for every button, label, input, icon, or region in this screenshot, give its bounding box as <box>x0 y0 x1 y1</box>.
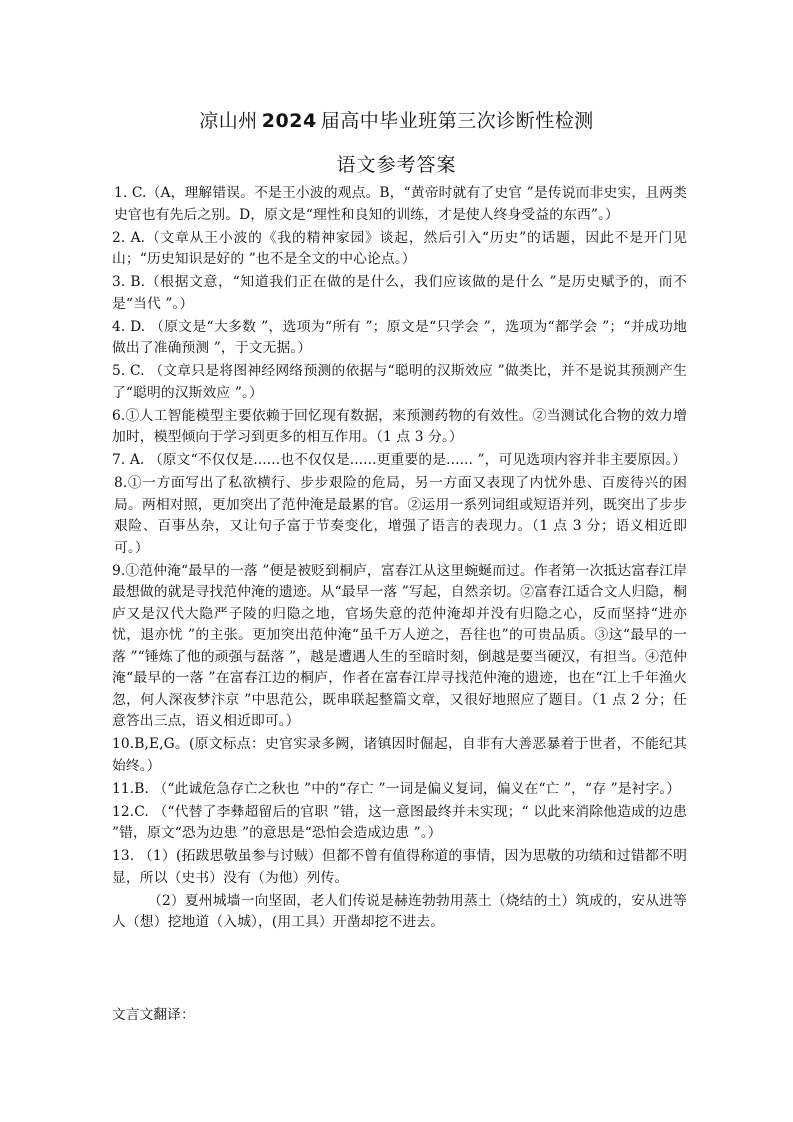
title-prefix: 凉山州 <box>199 110 258 132</box>
answer-8: 8.①一方面写出了私欲横行、步步艰险的危局，另一方面又表现了内忧外患、百废待兴的困局。两相对照，更加突出了范仲淹是最累的官。②运用一系列词组或短语并列，既突出了步步艰险、百事丛杂，又让句子富于节奏变化，增强了语言的表现力。（1 点 3 分；语义相近即可。） <box>114 475 687 556</box>
answer-1: 1. C.（A，理解错误。不是王小波的观点。B，“黄帝时就有了史官 ”是传说而非史实，且两类史官也有先后之别。D，原文是“理性和良知的训练，才是使人终身受益的东西”。） <box>114 185 687 223</box>
document-subtitle: 语文参考答案 <box>336 154 457 176</box>
answer-5: 5. C. （文章只是将图神经网络预测的依据与“聪明的汉斯效应 ”做类比，并不是说其预测产生了“聪明的汉斯效应 ”。） <box>112 363 687 401</box>
answer-3: 3. B.（根据文意，“知道我们正在做的是什么，我们应该做的是什么 ”是历史赋予的，而不是“当代 ”。） <box>112 274 687 312</box>
answer-10: 10.B,E,G。(原文标点：史官实录多阙，诸镇因时倔起，自非有大善恶暴着于世者，不能纪其始终。） <box>112 736 687 774</box>
title-year: 2024 <box>261 110 317 132</box>
answer-13-part-1: 13. （1）(拓跋思敬虽参与讨贼）但都不曾有值得称道的事情，因为思敬的功绩和过错都不明显，所以（史书）没有（为他）列传。 <box>112 848 687 886</box>
translation-label: 文言文翻译： <box>112 1007 195 1023</box>
answer-6: 6.①人工智能模型主要依赖于回忆现有数据，来预测药物的有效性。②当测试化合物的效力增加时，模型倾向于学习到更多的相互作用。（1 点 3 分。） <box>112 407 687 445</box>
document-title <box>0 106 793 133</box>
answer-4: 4. D. （原文是“大多数 ”，选项为“所有 ”；原文是“只学会 ”，选项为“都学会 ”；“并成功地做出了准确预测 ”，于文无据。） <box>112 318 687 356</box>
title-suffix: 届高中毕业班第三次诊断性检测 <box>320 110 594 132</box>
answer-13-part-2: （2）夏州城墙一向坚固，老人们传说是赫连勃勃用蒸土（烧结的土）筑成的，安从进等人（想）挖地道（入城），(用工具）开凿却挖不进去。 <box>112 892 687 930</box>
answer-12: 12.C. （“代替了李彝超留后的官职 ”错，这一意图最终并未实现；“ 以此来消除他造成的边患 ”错，原文“恐为边患 ”的意思是“恐怕会造成边患 ”。） <box>112 803 687 841</box>
answer-list <box>112 183 687 935</box>
answer-9: 9.①范仲淹“最早的一落 ”便是被贬到桐庐，富春江从这里蜿蜒而过。作者第一次抵达富春江岸最想做的就是寻找范仲淹的遗迹。从“最早一落 ”写起，自然亲切。②富春江适合文人归隐，桐庐又是汉代大隐严子陵的归隐之地，官场失意的范仲淹却并没有归隐之心，反而坚持“进亦忧，退亦忧 ”的主张。更加突出范仲淹“虽千万人逆之，吾往也”的可贵品质。③这“最早的一落 ”“锤炼了他的顽强与磊落 ”，越是遭遇人生的至暗时刻，倒越是要当硬汉，有担当。④范仲淹“最早的一落 ”在富春江边的桐庐，作者在富春江岸寻找范仲淹的遗迹，也在“江上千年渔火忽，何人深夜梦汴京 ”中思范公，既串联起整篇文章，又很好地照应了题目。（1 点 2 分；任意答出三点，语义相近即可。） <box>112 562 687 729</box>
answer-2: 2. A.（文章从王小波的《我的精神家园》谈起，然后引入“历史”的话题，因此不是开门见山；“历史知识是好的 ”也不是全文的中心论点。） <box>112 229 687 267</box>
answer-7: 7. A. （原文“不仅仅是......也不仅仅是......更重要的是...... ”，可见选项内容并非主要原因。） <box>112 452 687 468</box>
answer-11: 11.B. （“此诚危急存亡之秋也 ”中的“存亡 ”一词是偏义复词，偏义在“亡 ”，“存 ”是衬字。） <box>112 780 681 797</box>
